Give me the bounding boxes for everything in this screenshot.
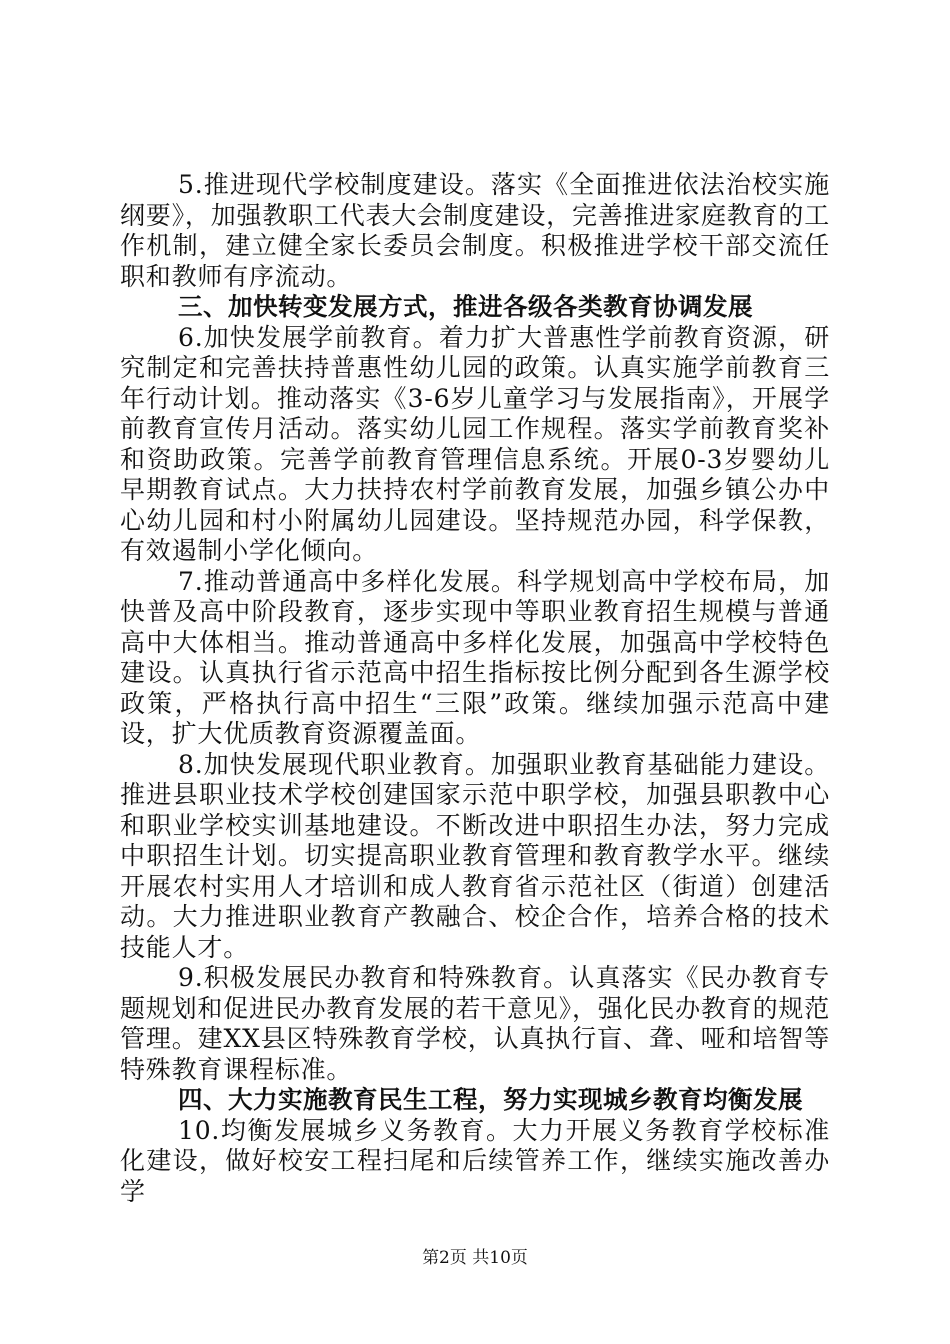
page-number-footer: 第2页 共10页 xyxy=(422,1248,528,1268)
document-body xyxy=(120,170,830,1207)
paragraph-9: 9.积极发展民办教育和特殊教育。认真落实《民办教育专题规划和促进民办教育发展的若干意见》，强化民办教育的规范管理。建XX县区特殊教育学校，认真执行盲、聋、哑和培智等特殊教育课程标准。 xyxy=(120,963,830,1084)
paragraph-8: 8.加快发展现代职业教育。加强职业教育基础能力建设。推进县职业技术学校创建国家示范中职学校，加强县职教中心和职业学校实训基地建设。不断改进中职招生办法，努力完成中职招生计划。切实提高职业教育管理和教育教学水平。继续开展农村实用人才培训和成人教育省示范社区（街道）创建活动。大力推进职业教育产教融合、校企合作，培养合格的技术技能人才。 xyxy=(120,749,830,962)
paragraph-5: 5.推进现代学校制度建设。落实《全面推进依法治校实施纲要》，加强教职工代表大会制度建设，完善推进家庭教育的工作机制，建立健全家长委员会制度。积极推进学校干部交流任职和教师有序流动。 xyxy=(120,170,830,291)
paragraph-6: 6.加快发展学前教育。着力扩大普惠性学前教育资源，研究制定和完善扶持普惠性幼儿园的政策。认真实施学前教育三年行动计划。推动落实《3-6岁儿童学习与发展指南》，开展学前教育宣传月活动。落实幼儿园工作规程。落实学前教育奖补和资助政策。完善学前教育管理信息系统。开展0-3岁婴幼儿早期教育试点。大力扶持农村学前教育发展，加强乡镇公办中心幼儿园和村小附属幼儿园建设。坚持规范办园，科学保教，有效遏制小学化倾向。 xyxy=(120,322,830,565)
paragraph-7: 7.推动普通高中多样化发展。科学规划高中学校布局，加快普及高中阶段教育，逐步实现中等职业教育招生规模与普通高中大体相当。推动普通高中多样化发展，加强高中学校特色建设。认真执行省示范高中招生指标按比例分配到各生源学校政策，严格执行高中招生“三限”政策。继续加强示范高中建设，扩大优质教育资源覆盖面。 xyxy=(120,566,830,748)
section-heading-3: 三、加快转变发展方式，推进各级各类教育协调发展 xyxy=(178,292,753,321)
section-heading-4: 四、大力实施教育民生工程，努力实现城乡教育均衡发展 xyxy=(178,1085,803,1114)
paragraph-10: 10.均衡发展城乡义务教育。大力开展义务教育学校标准化建设，做好校安工程扫尾和后续管养工作，继续实施改善办学 xyxy=(120,1115,830,1206)
